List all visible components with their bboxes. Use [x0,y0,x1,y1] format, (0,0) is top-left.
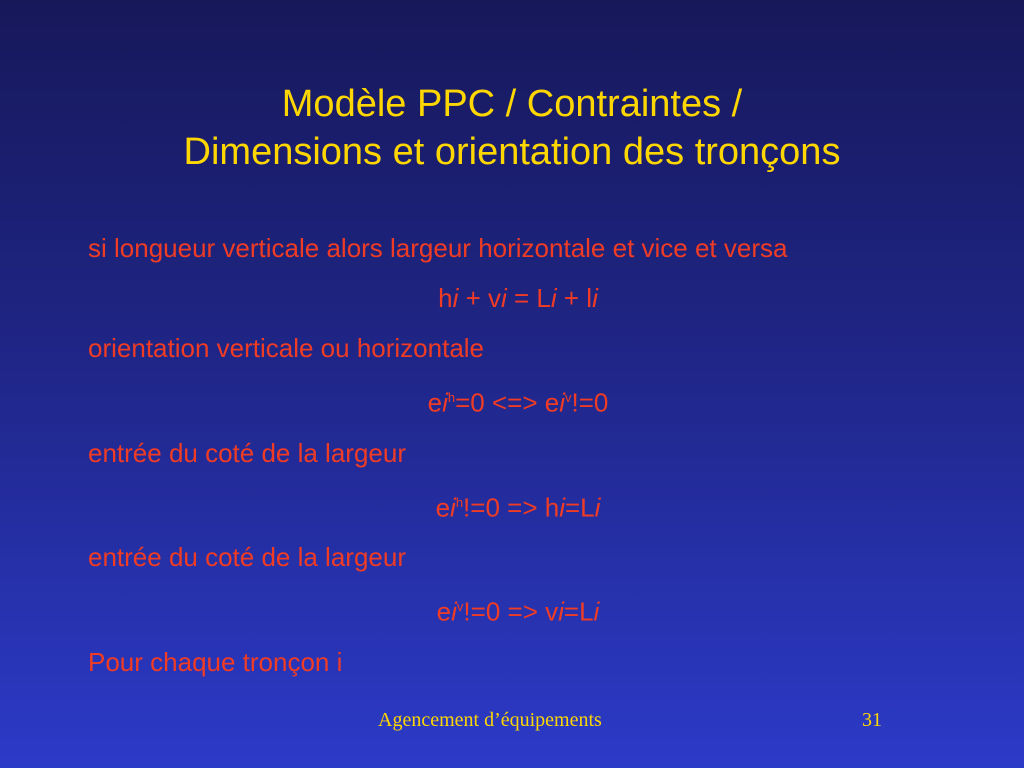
title-line-1: Modèle PPC / Contraintes / [281,83,743,125]
slide-title [0,80,1024,176]
page-number: 31 [862,709,882,731]
bullet-2: orientation verticale ou horizontale [88,333,485,363]
bullet-1: si longueur verticale alors largeur horizontale et vice et versa [88,233,788,263]
slide-body [88,230,948,680]
bullet-5: Pour chaque tronçon i [88,646,343,677]
title-line-2: Dimensions et orientation des tronçons [183,131,841,173]
footer-label: Agencement d’équipements [378,709,602,731]
formula-1: hi + vi = Li + li [438,283,598,313]
formula-4: $ei^v!=0 => vi=Li$ [436,596,600,627]
bullet-3: entrée du coté de la largeur [88,437,406,468]
formula-2: $ei^h=0$ <=> $ei^v!=0$ [427,387,609,418]
formula-3: $ei^h!=0 => hi=Li$ [435,492,601,523]
bullet-4: entrée du coté de la largeur [88,542,406,573]
